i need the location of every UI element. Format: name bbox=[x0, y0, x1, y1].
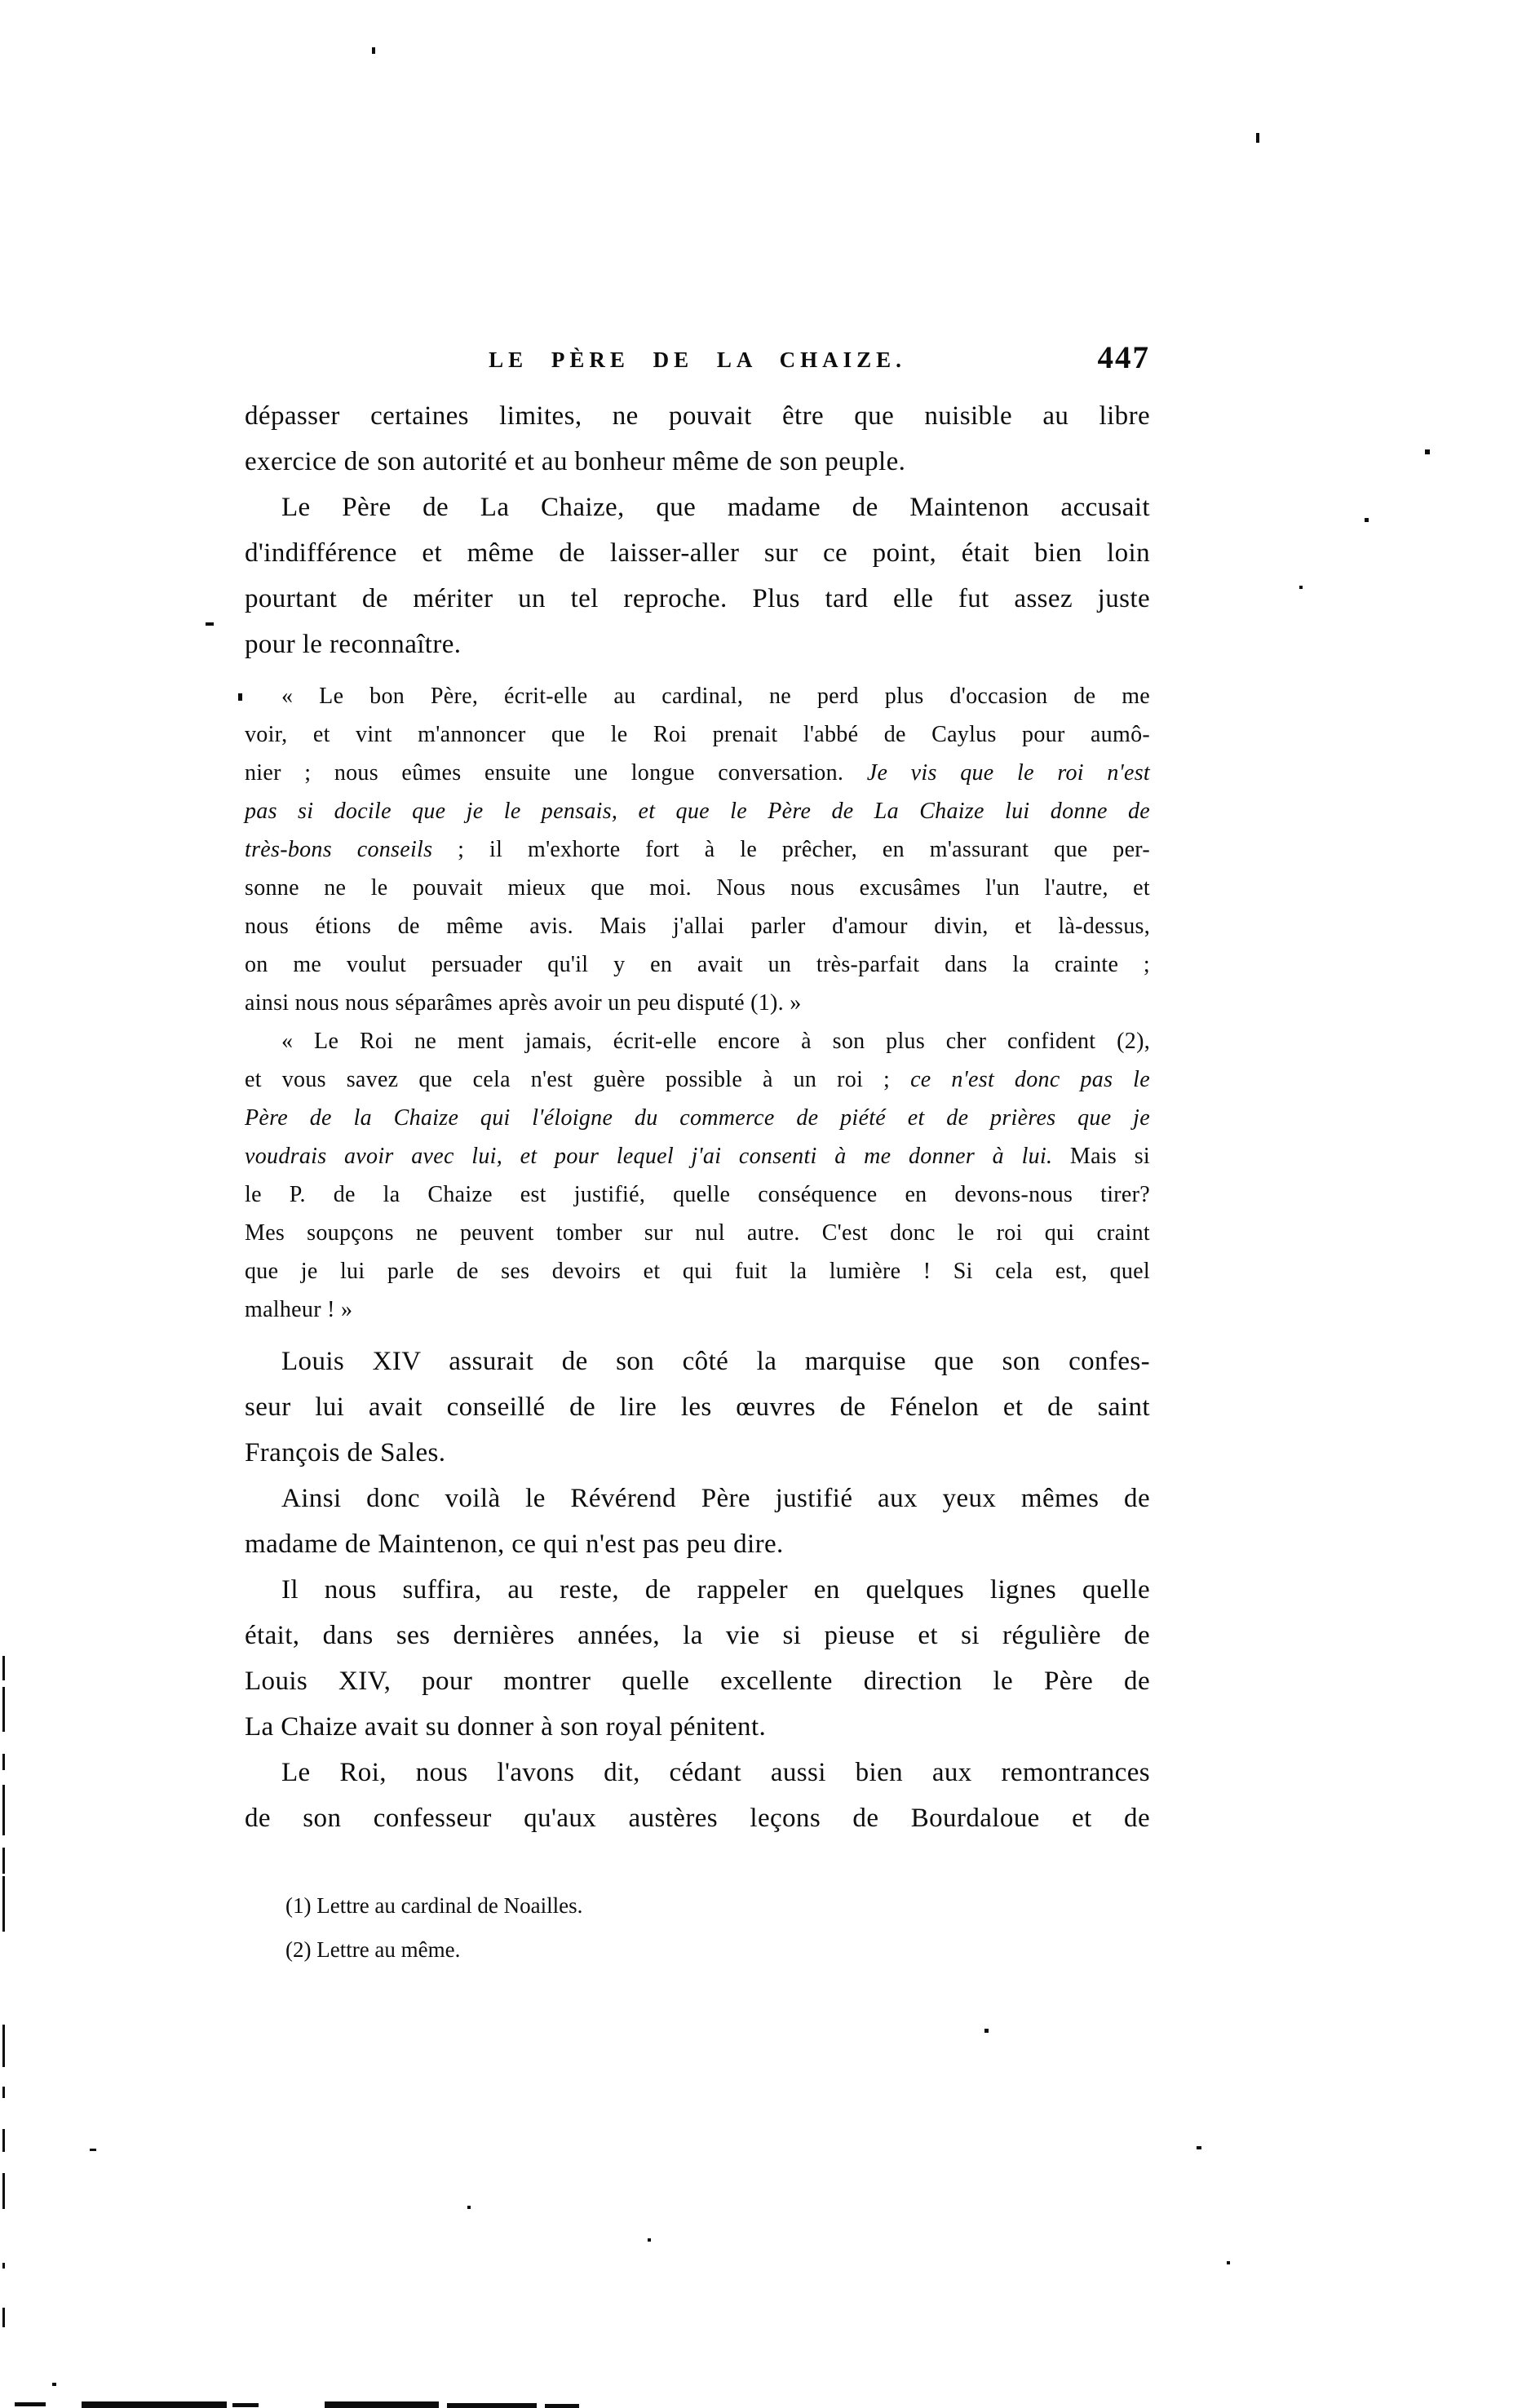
running-head bbox=[245, 340, 1150, 383]
text-line: nous étions de même avis. Mais j'allai parler d'amour divin, et là-dessus, bbox=[245, 914, 1150, 939]
text-line: dépasser certaines limites, ne pouvait être que nuisible au libre bbox=[245, 401, 1150, 431]
text-line: que je lui parle de ses devoirs et qui fuit la lumière ! Si cela est, quel bbox=[245, 1259, 1150, 1284]
text-line: Louis XIV assurait de son côté la marquise que son confes- bbox=[281, 1347, 1150, 1376]
text-line: ainsi nous nous séparâmes après avoir un peu disputé (1). » bbox=[245, 990, 802, 1016]
text-line: Il nous suffira, au reste, de rappeler en quelques lignes quelle bbox=[281, 1575, 1150, 1605]
text-line: pas si docile que je le pensais, et que le Père de La Chaize lui donne de bbox=[245, 799, 1150, 824]
footnote-1 bbox=[245, 1883, 1150, 1928]
text-line: Louis XIV, pour montrer quelle excellente direction le Père de bbox=[245, 1667, 1150, 1696]
text-line: le P. de la Chaize est justifié, quelle conséquence en devons-nous tirer? bbox=[245, 1182, 1150, 1207]
scan-speck bbox=[372, 47, 375, 54]
text-line: d'indifférence et même de laisser-aller sur ce point, était bien loin bbox=[245, 538, 1150, 568]
paragraph-ainsi-donc bbox=[245, 1476, 1150, 1567]
scan-artifact-left-dash bbox=[2, 2087, 5, 2098]
text-body bbox=[245, 393, 1150, 1972]
text-line: Mes soupçons ne peuvent tomber sur nul autre. C'est donc le roi qui craint bbox=[245, 1220, 1150, 1246]
scan-artifact-left-dash bbox=[2, 2025, 5, 2067]
text-line: voir, et vint m'annoncer que le Roi prenait l'abbé de Caylus pour aumô- bbox=[245, 722, 1150, 747]
text-line: Ainsi donc voilà le Révérend Père justifié aux yeux mêmes de bbox=[281, 1484, 1150, 1513]
paragraph-louis-xiv-assurait bbox=[245, 1339, 1150, 1476]
text-line: nier ; nous eûmes ensuite une longue conversation. Je vis que le roi n'est bbox=[245, 760, 1150, 786]
scan-artifact-bottom-dash bbox=[545, 2404, 579, 2408]
running-title: LE PÈRE DE LA CHAIZE. bbox=[489, 347, 906, 372]
text-line: « Le bon Père, écrit-elle au cardinal, ne perd plus d'occasion de me bbox=[281, 684, 1150, 709]
scan-artifact-left-dash bbox=[2, 1656, 5, 1680]
text-line: (1) Lettre au cardinal de Noailles. bbox=[285, 1893, 583, 1918]
page-number: 447 bbox=[1097, 340, 1150, 375]
scan-artifact-left-dash bbox=[2, 2173, 5, 2209]
text-line: exercice de son autorité et au bonheur même de son peuple. bbox=[245, 447, 906, 476]
paragraph-le-roi-cedant bbox=[245, 1750, 1150, 1841]
text-line: La Chaize avait su donner à son royal pénitent. bbox=[245, 1712, 767, 1742]
paragraph-opening bbox=[245, 393, 1150, 485]
scan-artifact-left-dash bbox=[2, 1848, 5, 1874]
scan-speck bbox=[1365, 518, 1369, 522]
scan-speck bbox=[1425, 449, 1430, 454]
text-line: madame de Maintenon, ce qui n'est pas peu dire. bbox=[245, 1529, 784, 1559]
quote-le-roi-ne-ment-jamais bbox=[245, 1022, 1150, 1329]
text-line: et vous savez que cela n'est guère possible à un roi ; ce n'est donc pas le bbox=[245, 1067, 1150, 1092]
text-line: de son confesseur qu'aux austères leçons de Bourdaloue et de bbox=[245, 1804, 1150, 1833]
scan-speck bbox=[467, 2206, 471, 2209]
scan-artifact-left-dash bbox=[2, 2308, 5, 2327]
scan-speck bbox=[1299, 586, 1303, 589]
scan-speck bbox=[238, 693, 242, 701]
scan-speck bbox=[1227, 2261, 1230, 2264]
quote-le-bon-pere bbox=[245, 677, 1150, 1022]
scan-artifact-left-dash bbox=[2, 2129, 5, 2152]
scan-speck bbox=[90, 2149, 96, 2151]
scan-speck bbox=[206, 622, 214, 626]
scan-artifact-left-dash bbox=[2, 1754, 5, 1770]
text-line: pour le reconnaître. bbox=[245, 630, 462, 659]
scan-artifact-left-dash bbox=[2, 1687, 5, 1732]
text-line: Père de la Chaize qui l'éloigne du commerce de piété et de prières que je bbox=[245, 1105, 1150, 1131]
scan-artifact-left-dash bbox=[2, 1876, 5, 1932]
text-line: voudrais avoir avec lui, et pour lequel j'ai consenti à me donner à lui. Mais si bbox=[245, 1144, 1150, 1169]
scan-speck bbox=[648, 2238, 651, 2242]
text-line: Le Père de La Chaize, que madame de Maintenon accusait bbox=[281, 493, 1150, 522]
text-line: François de Sales. bbox=[245, 1438, 446, 1467]
text-line: (2) Lettre au même. bbox=[285, 1937, 461, 1962]
text-line: Le Roi, nous l'avons dit, cédant aussi bien aux remontrances bbox=[281, 1758, 1150, 1787]
scan-artifact-bottom-dash bbox=[447, 2403, 537, 2408]
footnote-2 bbox=[245, 1928, 1150, 1972]
scan-artifact-bottom-dash bbox=[15, 2402, 46, 2406]
paragraph-pere-la-chaize bbox=[245, 485, 1150, 667]
text-line: seur lui avait conseillé de lire les œuvres de Fénelon et de saint bbox=[245, 1392, 1150, 1422]
scan-artifact-bottom-dash bbox=[232, 2403, 259, 2407]
scan-speck bbox=[52, 2383, 56, 2386]
scan-artifact-left-dash bbox=[2, 2263, 5, 2269]
text-line: « Le Roi ne ment jamais, écrit-elle encore à son plus cher confident (2), bbox=[281, 1029, 1150, 1054]
scan-artifact-bottom-dash bbox=[82, 2401, 227, 2408]
scan-speck bbox=[1256, 133, 1259, 143]
scan-speck bbox=[1197, 2146, 1201, 2149]
paragraph-il-nous-suffira bbox=[245, 1567, 1150, 1750]
text-line: pourtant de mériter un tel reproche. Plus tard elle fut assez juste bbox=[245, 584, 1150, 613]
text-line: on me voulut persuader qu'il y en avait un très-parfait dans la crainte ; bbox=[245, 952, 1150, 977]
text-line: était, dans ses dernières années, la vie si pieuse et si régulière de bbox=[245, 1621, 1150, 1650]
text-line: très-bons conseils ; il m'exhorte fort à le prêcher, en m'assurant que per- bbox=[245, 837, 1150, 862]
scan-speck bbox=[984, 2029, 989, 2033]
text-line: sonne ne le pouvait mieux que moi. Nous nous excusâmes l'un l'autre, et bbox=[245, 875, 1150, 901]
scan-artifact-bottom-dash bbox=[325, 2401, 439, 2408]
text-line: malheur ! » bbox=[245, 1297, 353, 1322]
scan-artifact-left-dash bbox=[2, 1785, 5, 1835]
